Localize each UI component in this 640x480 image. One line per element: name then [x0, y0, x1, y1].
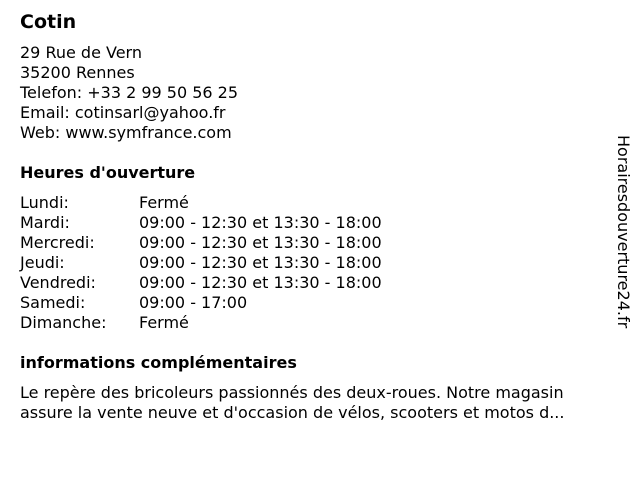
- day-hours: 09:00 - 12:30 et 13:30 - 18:00: [139, 273, 382, 292]
- day-hours: 09:00 - 12:30 et 13:30 - 18:00: [139, 233, 382, 252]
- day-label: Lundi:: [20, 193, 69, 212]
- day-hours: 09:00 - 17:00: [139, 293, 248, 312]
- day-hours: Fermé: [139, 313, 189, 332]
- opening-hours-heading: Heures d'ouverture: [20, 163, 196, 182]
- hours-row-sunday: [20, 313, 610, 333]
- day-hours: 09:00 - 12:30 et 13:30 - 18:00: [139, 213, 382, 232]
- day-label: Vendredi:: [20, 273, 96, 292]
- day-label: Samedi:: [20, 293, 86, 312]
- site-watermark: Horairesdouverture24.fr: [614, 135, 633, 329]
- hours-row-tuesday: [20, 213, 610, 233]
- additional-info-heading: informations complémentaires: [20, 353, 297, 372]
- hours-row-friday: [20, 273, 610, 293]
- day-hours: Fermé: [139, 193, 189, 212]
- day-label: Dimanche:: [20, 313, 107, 332]
- business-card: [20, 10, 610, 423]
- email-text: Email: cotinsarl@yahoo.fr: [20, 103, 226, 122]
- day-label: Jeudi:: [20, 253, 65, 272]
- hours-row-monday: [20, 193, 610, 213]
- hours-row-saturday: [20, 293, 610, 313]
- business-description: Le repère des bricoleurs passionnés des deux-roues. Notre magasin assure la vente neuve et d'occasion de vélos, scooters et motos d...: [20, 383, 565, 422]
- day-hours: 09:00 - 12:30 et 13:30 - 18:00: [139, 253, 382, 272]
- address-city: 35200 Rennes: [20, 63, 135, 82]
- day-label: Mardi:: [20, 213, 70, 232]
- day-label: Mercredi:: [20, 233, 95, 252]
- opening-hours-list: [20, 193, 610, 333]
- phone-text: Telefon: +33 2 99 50 56 25: [20, 83, 239, 102]
- business-name: Cotin: [20, 11, 77, 33]
- website-text: Web: www.symfrance.com: [20, 123, 232, 142]
- address-street: 29 Rue de Vern: [20, 43, 142, 62]
- hours-row-thursday: [20, 253, 610, 273]
- hours-row-wednesday: [20, 233, 610, 253]
